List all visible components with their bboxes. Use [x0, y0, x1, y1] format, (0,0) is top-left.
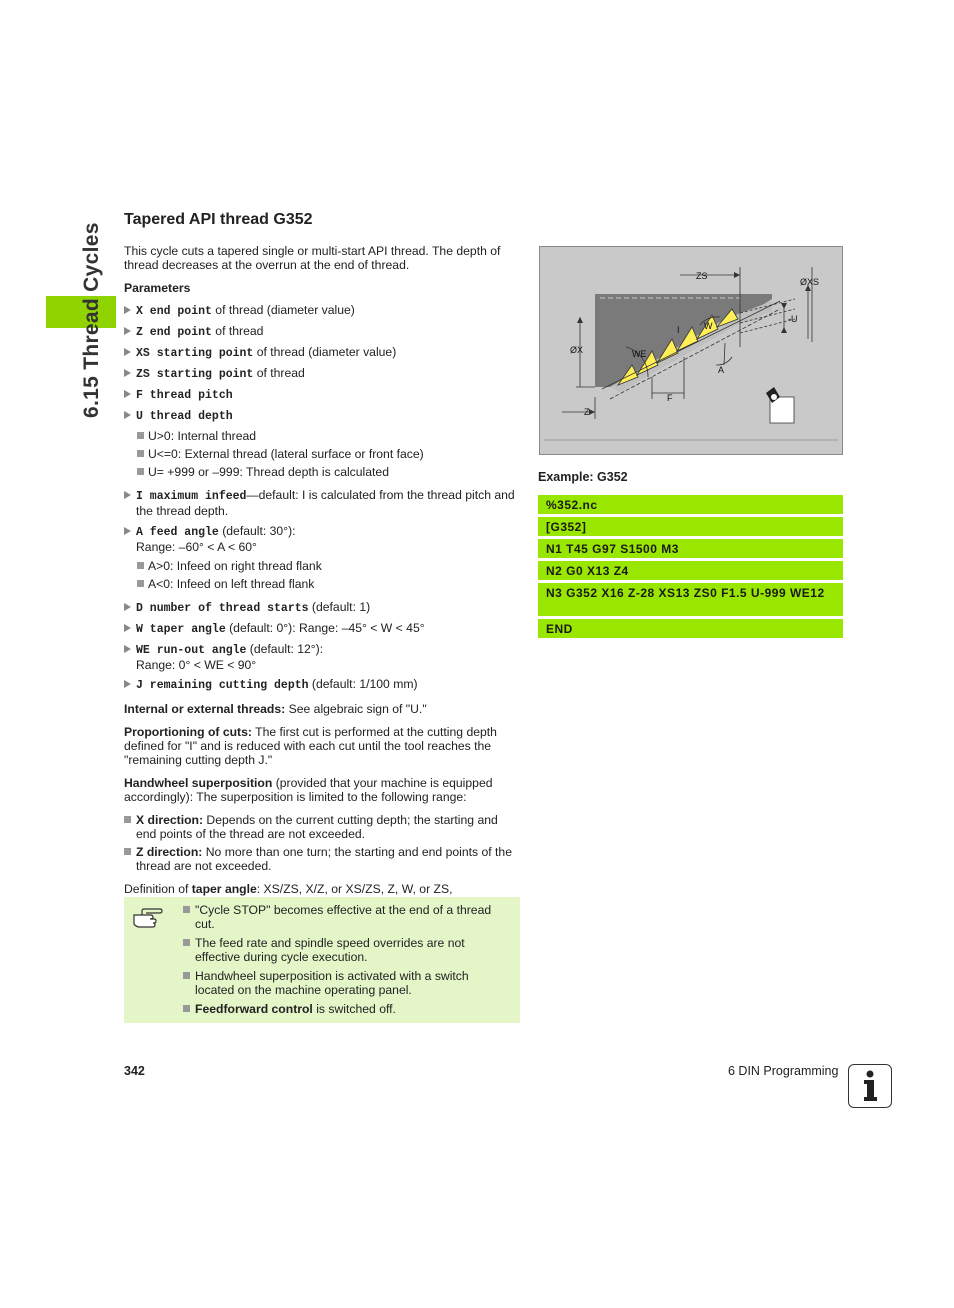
label-w: W: [704, 321, 713, 331]
parameters-label: Parameters: [124, 281, 191, 295]
page-number: 342: [124, 1064, 145, 1078]
label-u: -U: [788, 314, 798, 324]
code-line: N3 G352 X16 Z-28 XS13 ZS0 F1.5 U-999 WE12: [538, 583, 843, 616]
label-i: I: [677, 325, 680, 335]
example-title: Example: G352: [538, 470, 628, 484]
thread-diagram-svg: [540, 247, 842, 454]
code-line: [G352]: [538, 517, 843, 536]
u-option: U= +999 or –999: Thread depth is calculated: [124, 465, 520, 479]
param-x: X end point of thread (diameter value): [124, 303, 520, 319]
u-option: U>0: Internal thread: [124, 429, 520, 443]
note-item: "Cycle STOP" becomes effective at the end of a thread cut.: [183, 903, 511, 931]
main-column: [124, 244, 520, 919]
param-w: W taper angle (default: 0°): Range: –45° < W < 45°: [124, 621, 520, 637]
thread-diagram: [539, 246, 843, 455]
label-x: ØX: [570, 345, 584, 355]
x-direction-item: X direction: Depends on the current cutting depth; the starting and end points of the thread are not exceeded.: [124, 813, 520, 841]
code-line: N2 G0 X13 Z4: [538, 561, 843, 580]
internal-external-paragraph: Internal or external threads: See algebraic sign of "U.": [124, 702, 427, 716]
param-d: D number of thread starts (default: 1): [124, 600, 520, 616]
pointing-hand-icon: [132, 907, 164, 929]
label-f: F: [667, 393, 673, 403]
a-option: A>0: Infeed on right thread flank: [124, 559, 520, 573]
section-side-title: 6.15 Thread Cycles: [80, 222, 103, 418]
param-u: U thread depth: [124, 408, 520, 424]
note-box: [124, 897, 520, 1023]
label-we: WE: [632, 349, 647, 359]
section-heading: Tapered API thread G352: [124, 211, 313, 228]
label-zs: ZS: [696, 271, 708, 281]
param-we: WE run-out angle (default: 12°): Range: 0° < WE < 90°: [124, 642, 520, 672]
param-i: I maximum infeed—default: I is calculated from the thread pitch and the thread depth.: [124, 488, 520, 518]
code-line: END: [538, 619, 843, 638]
note-item: Feedforward control is switched off.: [183, 1002, 511, 1016]
note-item: The feed rate and spindle speed overrides are not effective during cycle execution.: [183, 936, 511, 964]
code-line: N1 T45 G97 S1500 M3: [538, 539, 843, 558]
label-a: A: [718, 365, 725, 375]
param-f: F thread pitch: [124, 387, 520, 403]
taper-definition: Definition of taper angle: XS/ZS, X/Z, or XS/ZS, Z, W, or ZS,: [124, 882, 453, 896]
param-j: J remaining cutting depth (default: 1/100 mm): [124, 677, 520, 693]
param-zs: ZS starting point of thread: [124, 366, 520, 382]
cutting-tool-icon: [766, 387, 794, 423]
note-items: [183, 903, 511, 1021]
info-icon: [848, 1064, 892, 1108]
param-xs: XS starting point of thread (diameter value): [124, 345, 520, 361]
note-item: Handwheel superposition is activated with a switch located on the machine operating panel.: [183, 969, 511, 997]
code-line: %352.nc: [538, 495, 843, 514]
label-z: Z: [584, 407, 590, 417]
handwheel-paragraph: Handwheel superposition (provided that your machine is equipped accordingly): The superposition is limited to the following range:: [124, 776, 493, 804]
label-xs: ØXS: [800, 277, 820, 287]
param-a: A feed angle (default: 30°): Range: –60° < A < 60°: [124, 524, 520, 554]
a-option: A<0: Infeed on left thread flank: [124, 577, 520, 591]
u-option: U<=0: External thread (lateral surface or front face): [124, 447, 520, 461]
chapter-name: 6 DIN Programming: [728, 1064, 839, 1078]
z-direction-item: Z direction: No more than one turn; the starting and end points of the thread are not exceeded.: [124, 845, 520, 873]
intro-paragraph: This cycle cuts a tapered single or multi-start API thread. The depth of thread decreases at the overrun at the end of thread.: [124, 244, 501, 272]
proportioning-paragraph: Proportioning of cuts: The first cut is performed at the cutting depth defined for "I" and is reduced with each cut until the tool reaches the "remaining cutting depth J.": [124, 725, 497, 767]
param-z: Z end point of thread: [124, 324, 520, 340]
